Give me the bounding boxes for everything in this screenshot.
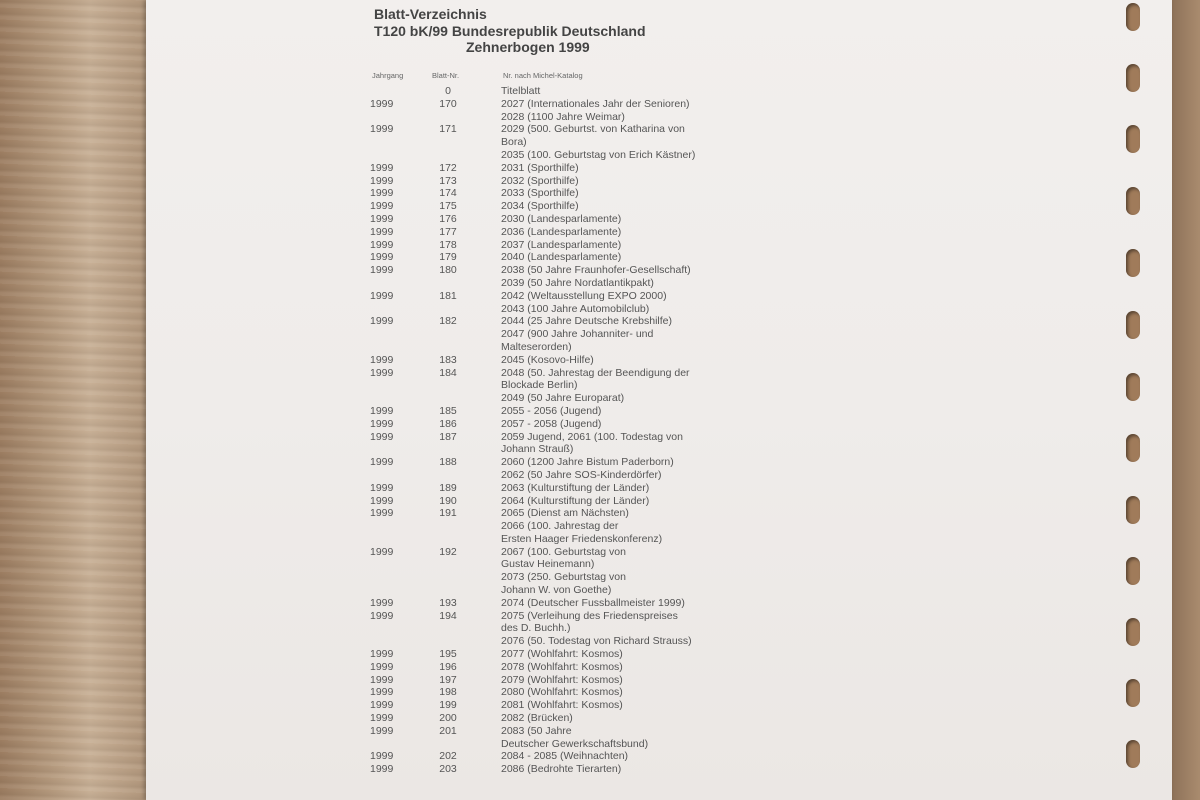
sheet-number-cell: 171 <box>439 123 457 136</box>
sheet-number-cell: 177 <box>439 225 457 238</box>
catalog-entry-cell: 2045 (Kosovo-Hilfe) <box>501 353 594 366</box>
table-row <box>0 763 1000 776</box>
punch-hole <box>1126 618 1140 646</box>
year-cell: 1999 <box>370 161 394 174</box>
sheet-number-cell: 179 <box>439 251 457 264</box>
year-cell: 1999 <box>370 404 394 417</box>
catalog-entry-cell: 2079 (Wohlfahrt: Kosmos) <box>501 673 623 686</box>
catalog-entry-cell: 2032 (Sporthilfe) <box>501 174 579 187</box>
sheet-number-cell: 184 <box>439 366 457 379</box>
sheet-number-cell: 182 <box>439 315 457 328</box>
year-cell: 1999 <box>370 315 394 328</box>
catalog-entry-cell: 2027 (Internationales Jahr der Senioren) <box>501 97 690 110</box>
catalog-entry-cell: Blockade Berlin) <box>501 379 578 392</box>
table-row <box>0 392 1000 405</box>
table-row <box>0 328 1000 341</box>
catalog-entry-cell: 2066 (100. Jahrestag der <box>501 520 619 533</box>
sheet-number-cell: 0 <box>445 85 451 97</box>
table-row <box>0 533 1000 546</box>
punch-hole <box>1126 679 1140 707</box>
catalog-entry-cell: 2036 (Landesparlamente) <box>501 225 622 238</box>
catalog-entry-cell: Malteserorden) <box>501 340 572 353</box>
year-cell: 1999 <box>370 660 394 673</box>
catalog-entry-cell: Bora) <box>501 136 527 149</box>
table-row <box>0 738 1000 751</box>
table-row <box>0 239 1000 252</box>
title-line-3: Zehnerbogen 1999 <box>466 39 590 55</box>
catalog-entry-cell: 2028 (1100 Jahre Weimar) <box>501 110 625 123</box>
catalog-entry-cell: 2080 (Wohlfahrt: Kosmos) <box>501 686 623 699</box>
table-row <box>0 111 1000 124</box>
catalog-entry-cell: Titelblatt <box>501 85 541 97</box>
sheet-number-cell: 193 <box>439 596 457 609</box>
year-cell: 1999 <box>370 417 394 430</box>
sheet-number-cell: 192 <box>439 545 457 558</box>
sheet-number-cell: 180 <box>439 264 457 277</box>
table-row <box>0 149 1000 162</box>
catalog-entry-cell: Ersten Haager Friedenskonferenz) <box>501 532 663 545</box>
punch-hole <box>1126 125 1140 153</box>
year-cell: 1999 <box>370 712 394 725</box>
catalog-entry-cell: 2035 (100. Geburtstag von Erich Kästner) <box>501 148 696 161</box>
table-row <box>0 175 1000 188</box>
table-row <box>0 635 1000 648</box>
table-row <box>0 277 1000 290</box>
table-row <box>0 648 1000 661</box>
page-title <box>374 6 646 56</box>
sheet-number-cell: 187 <box>439 430 457 443</box>
wooden-table-right <box>1172 0 1200 800</box>
table-row <box>0 226 1000 239</box>
catalog-entry-cell: 2060 (1200 Jahre Bistum Paderborn) <box>501 456 674 469</box>
sheet-number-cell: 200 <box>439 712 457 725</box>
year-cell: 1999 <box>370 481 394 494</box>
year-cell: 1999 <box>370 289 394 302</box>
sheet-number-cell: 190 <box>439 494 457 507</box>
sheet-number-cell: 198 <box>439 686 457 699</box>
table-row <box>0 482 1000 495</box>
punch-hole <box>1126 373 1140 401</box>
catalog-entry-cell: 2057 - 2058 (Jugend) <box>501 417 602 430</box>
catalog-entry-cell: 2040 (Landesparlamente) <box>501 251 622 264</box>
table-row <box>0 507 1000 520</box>
table-row <box>0 558 1000 571</box>
catalog-entry-cell: 2029 (500. Geburtst. von Katharina von <box>501 123 685 136</box>
catalog-entry-cell: Johann W. von Goethe) <box>501 584 612 597</box>
year-cell: 1999 <box>370 673 394 686</box>
year-cell: 1999 <box>370 366 394 379</box>
catalog-entry-cell: 2067 (100. Geburtstag von <box>501 545 626 558</box>
table-row <box>0 597 1000 610</box>
catalog-entry-cell: 2073 (250. Geburtstag von <box>501 571 626 584</box>
table-row <box>0 686 1000 699</box>
table-row <box>0 354 1000 367</box>
catalog-entry-cell: 2074 (Deutscher Fussballmeister 1999) <box>501 596 685 609</box>
catalog-entry-cell: Gustav Heinemann) <box>501 558 595 571</box>
year-cell: 1999 <box>370 750 394 763</box>
sheet-number-cell: 183 <box>439 353 457 366</box>
sheet-number-cell: 194 <box>439 609 457 622</box>
table-row <box>0 584 1000 597</box>
catalog-entry-cell: 2065 (Dienst am Nächsten) <box>501 507 629 520</box>
catalog-entry-cell: 2078 (Wohlfahrt: Kosmos) <box>501 660 623 673</box>
catalog-entry-cell: 2055 - 2056 (Jugend) <box>501 404 602 417</box>
catalog-entry-cell: 2062 (50 Jahre SOS-Kinderdörfer) <box>501 468 662 481</box>
sheet-number-cell: 185 <box>439 404 457 417</box>
table-row <box>0 187 1000 200</box>
catalog-entry-cell: 2047 (900 Jahre Johanniter- und <box>501 328 654 341</box>
year-cell: 1999 <box>370 686 394 699</box>
year-cell: 1999 <box>370 494 394 507</box>
table-row <box>0 610 1000 623</box>
table-row <box>0 303 1000 316</box>
punch-hole <box>1126 557 1140 585</box>
catalog-entry-cell: 2077 (Wohlfahrt: Kosmos) <box>501 648 623 661</box>
year-cell: 1999 <box>370 430 394 443</box>
year-cell: 1999 <box>370 251 394 264</box>
sheet-number-cell: 202 <box>439 750 457 763</box>
catalog-entry-cell: Johann Strauß) <box>501 443 574 456</box>
sheet-number-cell: 170 <box>439 97 457 110</box>
sheet-number-cell: 197 <box>439 673 457 686</box>
year-cell: 1999 <box>370 97 394 110</box>
catalog-entry-cell: 2081 (Wohlfahrt: Kosmos) <box>501 699 623 712</box>
year-cell: 1999 <box>370 507 394 520</box>
catalog-entry-cell: des D. Buchh.) <box>501 622 571 635</box>
catalog-entry-cell: 2038 (50 Jahre Fraunhofer-Gesellschaft) <box>501 264 691 277</box>
catalog-entry-cell: 2076 (50. Todestag von Richard Strauss) <box>501 635 692 648</box>
punch-hole <box>1126 187 1140 215</box>
catalog-entry-cell: 2039 (50 Jahre Nordatlantikpakt) <box>501 276 654 289</box>
table-row <box>0 712 1000 725</box>
catalog-entry-cell: 2037 (Landesparlamente) <box>501 238 622 251</box>
column-header-year: Jahrgang <box>372 71 404 80</box>
sheet-number-cell: 189 <box>439 481 457 494</box>
index-table <box>0 85 1000 776</box>
sheet-number-cell: 188 <box>439 456 457 469</box>
punch-hole <box>1126 740 1140 768</box>
year-cell: 1999 <box>370 264 394 277</box>
table-row <box>0 495 1000 508</box>
sheet-number-cell: 195 <box>439 648 457 661</box>
table-row <box>0 315 1000 328</box>
table-row <box>0 200 1000 213</box>
catalog-entry-cell: 2082 (Brücken) <box>501 712 573 725</box>
sheet-number-cell: 186 <box>439 417 457 430</box>
year-cell: 1999 <box>370 123 394 136</box>
sheet-number-cell: 199 <box>439 699 457 712</box>
table-row <box>0 405 1000 418</box>
year-cell: 1999 <box>370 763 394 776</box>
table-row <box>0 546 1000 559</box>
punch-hole <box>1126 3 1140 31</box>
title-line-1: Blatt-Verzeichnis <box>374 6 487 22</box>
sheet-number-cell: 172 <box>439 161 457 174</box>
table-row <box>0 699 1000 712</box>
table-row <box>0 98 1000 111</box>
table-row <box>0 674 1000 687</box>
year-cell: 1999 <box>370 225 394 238</box>
year-cell: 1999 <box>370 212 394 225</box>
table-row <box>0 456 1000 469</box>
catalog-entry-cell: 2084 - 2085 (Weihnachten) <box>501 750 629 763</box>
table-row <box>0 213 1000 226</box>
year-cell: 1999 <box>370 238 394 251</box>
catalog-entry-cell: 2049 (50 Jahre Europarat) <box>501 392 625 405</box>
table-row <box>0 290 1000 303</box>
table-row <box>0 469 1000 482</box>
table-row <box>0 725 1000 738</box>
table-row <box>0 367 1000 380</box>
catalog-entry-cell: 2083 (50 Jahre <box>501 724 572 737</box>
sheet-number-cell: 174 <box>439 187 457 200</box>
year-cell: 1999 <box>370 187 394 200</box>
catalog-entry-cell: 2063 (Kulturstiftung der Länder) <box>501 481 650 494</box>
year-cell: 1999 <box>370 699 394 712</box>
table-row <box>0 750 1000 763</box>
catalog-entry-cell: 2075 (Verleihung des Friedenspreises <box>501 609 678 622</box>
sheet-number-cell: 181 <box>439 289 457 302</box>
column-header-number: Nr. nach Michel-Katalog <box>503 71 583 80</box>
catalog-entry-cell: 2044 (25 Jahre Deutsche Krebshilfe) <box>501 315 673 328</box>
catalog-entry-cell: 2034 (Sporthilfe) <box>501 200 579 213</box>
punch-hole <box>1126 64 1140 92</box>
year-cell: 1999 <box>370 596 394 609</box>
table-row <box>0 622 1000 635</box>
table-row <box>0 85 1000 98</box>
table-row <box>0 661 1000 674</box>
sheet-number-cell: 173 <box>439 174 457 187</box>
table-row <box>0 571 1000 584</box>
sheet-number-cell: 176 <box>439 212 457 225</box>
year-cell: 1999 <box>370 609 394 622</box>
punch-hole <box>1126 249 1140 277</box>
catalog-entry-cell: 2043 (100 Jahre Automobilclub) <box>501 302 650 315</box>
punch-hole <box>1126 496 1140 524</box>
table-row <box>0 251 1000 264</box>
year-cell: 1999 <box>370 200 394 213</box>
punch-hole <box>1126 434 1140 462</box>
table-row <box>0 443 1000 456</box>
table-row <box>0 264 1000 277</box>
table-row <box>0 379 1000 392</box>
punch-hole <box>1126 311 1140 339</box>
table-row <box>0 418 1000 431</box>
year-cell: 1999 <box>370 545 394 558</box>
sheet-number-cell: 203 <box>439 763 457 776</box>
table-row <box>0 431 1000 444</box>
year-cell: 1999 <box>370 174 394 187</box>
catalog-entry-cell: 2048 (50. Jahrestag der Beendigung der <box>501 366 690 379</box>
year-cell: 1999 <box>370 648 394 661</box>
table-row <box>0 136 1000 149</box>
catalog-entry-cell: 2059 Jugend, 2061 (100. Todestag von <box>501 430 683 443</box>
catalog-entry-cell: 2064 (Kulturstiftung der Länder) <box>501 494 650 507</box>
sheet-number-cell: 178 <box>439 238 457 251</box>
table-row <box>0 520 1000 533</box>
sheet-number-cell: 196 <box>439 660 457 673</box>
catalog-entry-cell: 2042 (Weltausstellung EXPO 2000) <box>501 289 667 302</box>
table-row <box>0 341 1000 354</box>
sheet-number-cell: 201 <box>439 724 457 737</box>
catalog-entry-cell: 2031 (Sporthilfe) <box>501 161 579 174</box>
sheet-number-cell: 191 <box>439 507 457 520</box>
catalog-entry-cell: 2033 (Sporthilfe) <box>501 187 579 200</box>
year-cell: 1999 <box>370 724 394 737</box>
year-cell: 1999 <box>370 456 394 469</box>
table-row <box>0 123 1000 136</box>
year-cell: 1999 <box>370 353 394 366</box>
table-row <box>0 162 1000 175</box>
column-header-sheet: Blatt-Nr. <box>432 71 460 80</box>
title-line-2: T120 bK/99 Bundesrepublik Deutschland <box>374 22 646 39</box>
catalog-entry-cell: 2030 (Landesparlamente) <box>501 212 622 225</box>
catalog-entry-cell: 2086 (Bedrohte Tierarten) <box>501 763 622 776</box>
sheet-number-cell: 175 <box>439 200 457 213</box>
catalog-entry-cell: Deutscher Gewerkschaftsbund) <box>501 737 649 750</box>
